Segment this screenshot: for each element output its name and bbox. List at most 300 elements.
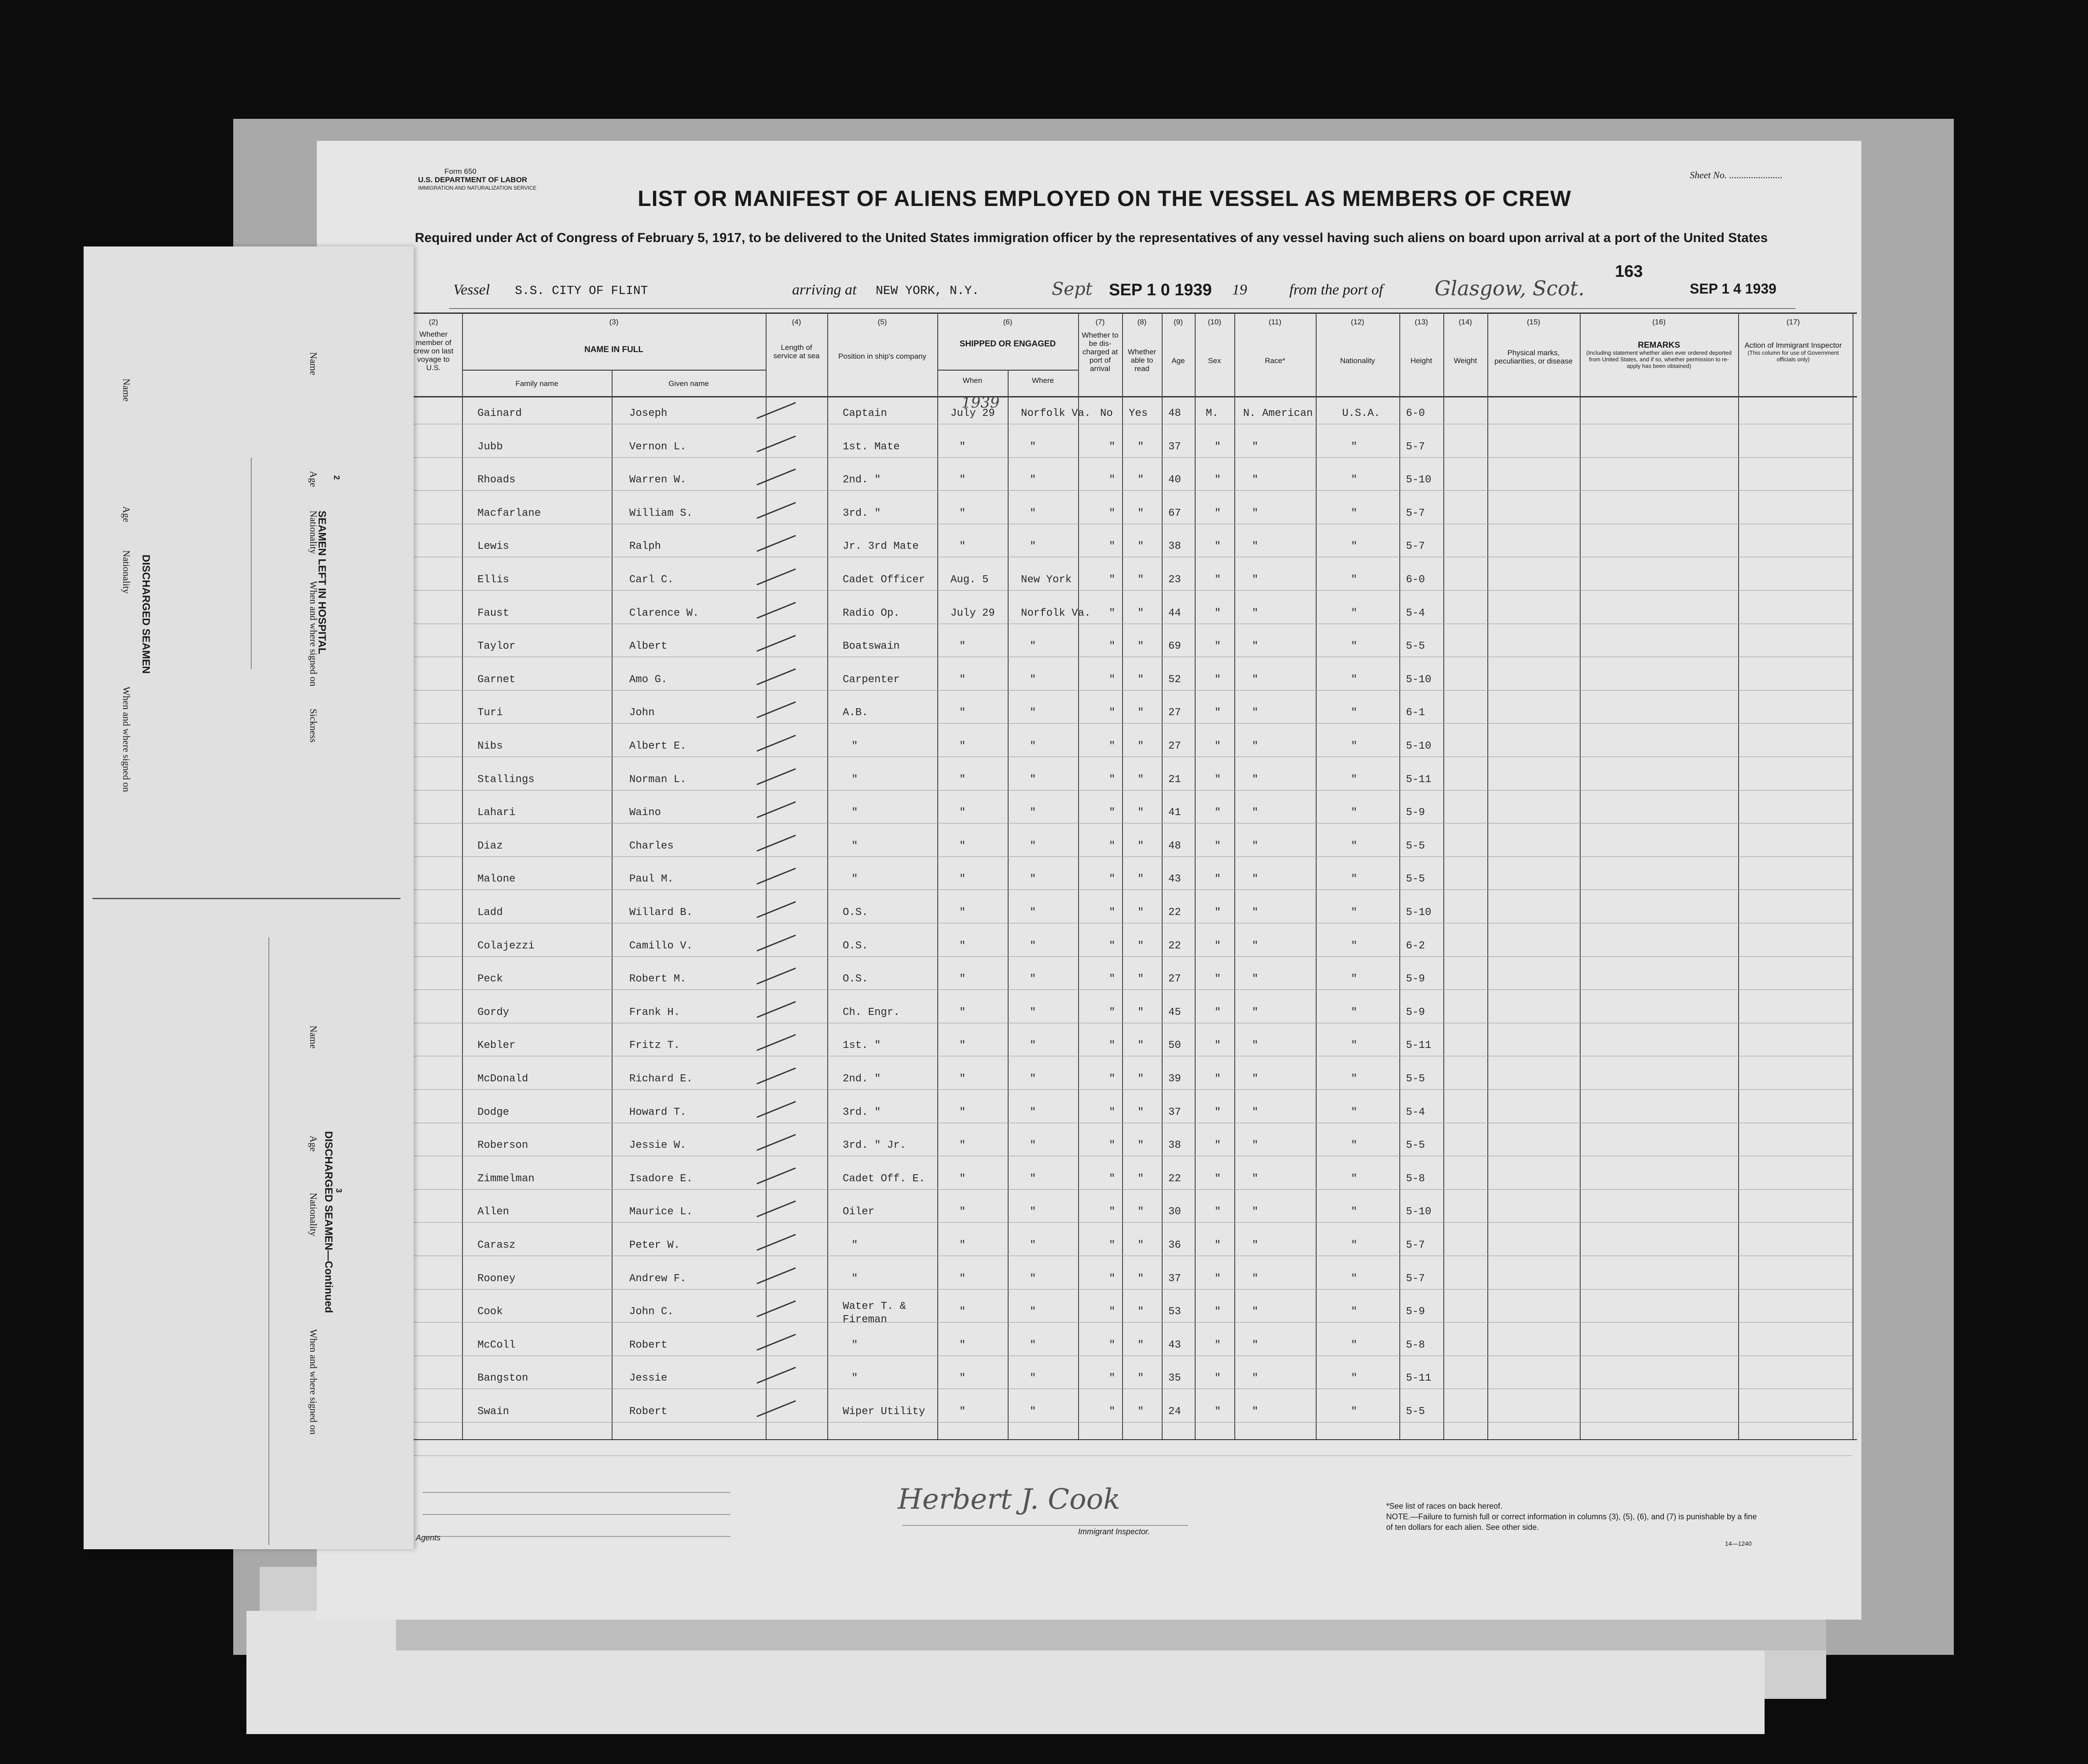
discharged-cell: " [1109, 1273, 1116, 1285]
age-cell: 35 [1168, 1372, 1181, 1384]
discharged-cell: " [1109, 1007, 1116, 1018]
nationality-cell: " [1351, 474, 1358, 486]
sex-cell: " [1215, 807, 1221, 819]
nationality-cell: " [1351, 740, 1358, 752]
age-cell: 27 [1168, 973, 1181, 985]
age-cell: 48 [1168, 408, 1181, 419]
col14-num: (14) [1458, 318, 1472, 326]
position-cell: " [851, 840, 858, 852]
row-rule [405, 490, 1853, 491]
able-to-read-cell: " [1138, 840, 1144, 852]
race-cell: " [1252, 840, 1259, 852]
shipped-where-cell: " [1030, 474, 1036, 486]
height-cell: 5-10 [1406, 740, 1431, 752]
race-cell: " [1252, 507, 1259, 519]
able-to-read-cell: " [1138, 1106, 1144, 1118]
stub-nationality-label-3: Nationality [308, 1193, 319, 1236]
agents-line-2 [422, 1514, 730, 1515]
family-name-cell: Kebler [477, 1040, 516, 1051]
col6-header: SHIPPED OR ENGAGED [959, 339, 1056, 349]
arrival-date-handwritten: Sept [1052, 279, 1093, 299]
position-cell: 2nd. " [843, 474, 881, 486]
shipped-where-cell: " [1030, 1306, 1036, 1318]
able-to-read-cell: " [1138, 707, 1144, 719]
nationality-cell: " [1351, 1040, 1358, 1051]
col8-header: Whether able to read [1127, 348, 1156, 373]
discharged-cell: " [1109, 1206, 1116, 1218]
nationality-cell: " [1351, 707, 1358, 719]
height-cell: 5-7 [1406, 507, 1425, 519]
able-to-read-cell: " [1138, 441, 1144, 453]
shipped-where-cell: " [1030, 973, 1036, 985]
row-rule [405, 989, 1853, 990]
position-cell: " [851, 1239, 858, 1251]
sheet-no-label: Sheet No. ...................... [1690, 169, 1783, 180]
discharged-cell: " [1109, 940, 1116, 952]
row-rule [405, 956, 1853, 957]
col8-num: (8) [1137, 318, 1147, 326]
height-cell: 6-1 [1406, 707, 1425, 719]
discharged-cell: " [1109, 1406, 1116, 1418]
shipped-where-cell: " [1030, 873, 1036, 885]
able-to-read-cell: " [1138, 1007, 1144, 1018]
age-cell: 50 [1168, 1040, 1181, 1051]
family-name-cell: Nibs [477, 740, 503, 752]
position-cell: " [851, 774, 858, 786]
age-cell: 67 [1168, 507, 1181, 519]
name-split-rule [462, 370, 766, 371]
shipped-where-cell: " [1030, 540, 1036, 552]
shipped-where-cell: " [1030, 807, 1036, 819]
given-name-cell: Robert [629, 1406, 668, 1418]
able-to-read-cell: " [1138, 740, 1144, 752]
able-to-read-cell: " [1138, 640, 1144, 652]
sex-cell: " [1215, 1173, 1221, 1185]
col17-note: (This column for use of Government officials only) [1747, 349, 1839, 363]
race-cell: " [1252, 1173, 1259, 1185]
height-cell: 5-10 [1406, 1206, 1431, 1218]
height-cell: 5-5 [1406, 840, 1425, 852]
inspector-signature: Herbert J. Cook [898, 1483, 1120, 1516]
height-cell: 5-5 [1406, 1406, 1425, 1418]
shipped-when-cell: " [959, 1239, 966, 1251]
stub-name-label: Name [121, 379, 132, 402]
shipped-when-cell: " [959, 1139, 966, 1151]
height-cell: 5-9 [1406, 1007, 1425, 1018]
age-cell: 38 [1168, 1139, 1181, 1151]
col15-header: Physical marks, peculiarities, or disease [1494, 349, 1573, 365]
col11-header: Race* [1265, 356, 1285, 365]
height-cell: 5-4 [1406, 1106, 1425, 1118]
shipped-when-cell: " [959, 807, 966, 819]
col13-header: Height [1410, 356, 1432, 365]
given-name-cell: Albert [629, 640, 668, 652]
family-name-cell: Turi [477, 707, 503, 719]
race-cell: " [1252, 1007, 1259, 1018]
discharged-cell: " [1109, 707, 1116, 719]
age-cell: 36 [1168, 1239, 1181, 1251]
nationality-cell: " [1351, 1173, 1358, 1185]
sex-cell: " [1215, 1273, 1221, 1285]
position-cell: " [851, 740, 858, 752]
nationality-cell: " [1351, 674, 1358, 686]
sex-cell: " [1215, 707, 1221, 719]
shipped-where-cell: " [1030, 1206, 1036, 1218]
shipped-when-cell: " [959, 973, 966, 985]
sex-cell: " [1215, 1040, 1221, 1051]
sex-cell: " [1215, 1406, 1221, 1418]
shipped-where-cell: " [1030, 507, 1036, 519]
stub-nationality-label-2: Nationality [308, 511, 319, 554]
sex-cell: " [1215, 973, 1221, 985]
discharged-cell: " [1109, 740, 1116, 752]
shipped-where-cell: New York [1021, 574, 1072, 586]
form-header [418, 167, 536, 192]
nationality-cell: " [1351, 973, 1358, 985]
position-cell: Boatswain [843, 640, 900, 652]
able-to-read-cell: " [1138, 574, 1144, 586]
race-cell: " [1252, 1239, 1259, 1251]
row-rule [405, 1189, 1853, 1190]
height-cell: 5-10 [1406, 474, 1431, 486]
given-name-cell: Howard T. [629, 1106, 686, 1118]
position-cell: Radio Op. [843, 607, 900, 619]
given-name-cell: Jessie W. [629, 1139, 686, 1151]
agents-line-3 [422, 1536, 730, 1537]
col7-num: (7) [1095, 318, 1105, 326]
position-cell: " [851, 1339, 858, 1351]
given-name-cell: John [629, 707, 655, 719]
age-cell: 48 [1168, 840, 1181, 852]
race-cell: " [1252, 1106, 1259, 1118]
able-to-read-cell: " [1138, 540, 1144, 552]
nationality-cell: " [1351, 1206, 1358, 1218]
shipped-when-cell: " [959, 940, 966, 952]
age-cell: 40 [1168, 474, 1181, 486]
vessel-underline [449, 308, 1795, 309]
family-name-cell: Taylor [477, 640, 516, 652]
row-rule [405, 1322, 1853, 1323]
age-cell: 41 [1168, 807, 1181, 819]
height-cell: 6-0 [1406, 574, 1425, 586]
family-name-cell: Allen [477, 1206, 510, 1218]
race-cell: " [1252, 940, 1259, 952]
race-cell: " [1252, 1339, 1259, 1351]
sex-cell: " [1215, 1139, 1221, 1151]
sex-cell: M. [1206, 408, 1218, 419]
col4-header: Length of service at sea [773, 343, 820, 360]
given-name-cell: Willard B. [629, 907, 693, 919]
receipt-stamp: SEP 1 4 1939 [1690, 281, 1776, 297]
age-cell: 43 [1168, 1339, 1181, 1351]
position-cell: Carpenter [843, 674, 900, 686]
sex-cell: " [1215, 1239, 1221, 1251]
agents-label: Agents [416, 1533, 441, 1542]
column-rule [1162, 312, 1163, 1439]
shipped-when-cell: " [959, 507, 966, 519]
col2-num: (2) [429, 318, 438, 326]
shipped-when-cell: " [959, 474, 966, 486]
col3-header: NAME IN FULL [584, 345, 644, 354]
able-to-read-cell: Yes [1129, 408, 1148, 419]
race-cell: " [1252, 1372, 1259, 1384]
sex-cell: " [1215, 740, 1221, 752]
form-service: IMMIGRATION AND NATURALIZATION SERVICE [418, 185, 537, 191]
given-name-cell: Camillo V. [629, 940, 693, 952]
family-name-cell: Carasz [477, 1239, 516, 1251]
nationality-cell: " [1351, 1306, 1358, 1318]
family-name-cell: McColl [477, 1339, 516, 1351]
position-cell: O.S. [843, 940, 868, 952]
position-cell: " [851, 1372, 858, 1384]
shipped-where-cell: Norfolk Va. [1021, 607, 1091, 619]
table-header-rule [405, 396, 1857, 397]
sex-cell: " [1215, 940, 1221, 952]
col9-header: Age [1171, 356, 1185, 365]
discharged-cell: " [1109, 540, 1116, 552]
height-cell: 5-9 [1406, 973, 1425, 985]
shipped-when-cell: " [959, 540, 966, 552]
given-name-cell: Waino [629, 807, 661, 819]
row-rule [405, 889, 1853, 890]
col17-header: Action of Immigrant Inspector (This column for use of Government officials only) [1740, 341, 1846, 363]
position-cell: " [851, 1273, 858, 1285]
shipped-when-cell: " [959, 1106, 966, 1118]
race-cell: " [1252, 540, 1259, 552]
col13-num: (13) [1414, 318, 1428, 326]
column-rule [1234, 312, 1235, 1439]
age-cell: 30 [1168, 1206, 1181, 1218]
age-cell: 44 [1168, 607, 1181, 619]
race-cell: " [1252, 807, 1259, 819]
nationality-cell: " [1351, 607, 1358, 619]
family-name-cell: Garnet [477, 674, 516, 686]
column-rule [1487, 312, 1488, 1439]
height-cell: 5-4 [1406, 607, 1425, 619]
age-cell: 37 [1168, 441, 1181, 453]
race-cell: " [1252, 1206, 1259, 1218]
family-name-cell: Faust [477, 607, 510, 619]
sex-cell: " [1215, 873, 1221, 885]
family-name-cell: Swain [477, 1406, 510, 1418]
vessel-name: S.S. CITY OF FLINT [515, 284, 648, 298]
discharged-cell: " [1109, 1040, 1116, 1051]
shipped-where-cell: " [1030, 707, 1036, 719]
race-cell: " [1252, 674, 1259, 686]
shipped-when-cell: Aug. 5 [950, 574, 989, 586]
stub-section2-num: 2 [332, 475, 341, 480]
form-number: Form 650 [444, 167, 477, 176]
col5-header: Position in ship's company [838, 352, 926, 360]
family-name-cell: Lewis [477, 540, 510, 552]
height-cell: 5-7 [1406, 1239, 1425, 1251]
sex-cell: " [1215, 441, 1221, 453]
height-cell: 5-9 [1406, 807, 1425, 819]
shipped-when-cell: July 29 [950, 408, 995, 419]
race-cell: " [1252, 873, 1259, 885]
col4-num: (4) [792, 318, 801, 326]
shipped-where-cell: " [1030, 1406, 1036, 1418]
race-cell: " [1252, 740, 1259, 752]
stub-when-where-label-3: When and where signed on [308, 1329, 319, 1435]
able-to-read-cell: " [1138, 973, 1144, 985]
position-cell: O.S. [843, 973, 868, 985]
stub-nationality-label: Nationality [121, 550, 132, 594]
discharged-cell: " [1109, 873, 1116, 885]
from-port: Glasgow, Scot. [1435, 276, 1585, 300]
discharged-cell: " [1109, 1073, 1116, 1085]
family-name-cell: Roberson [477, 1139, 528, 1151]
row-rule [405, 856, 1853, 857]
given-name-cell: Richard E. [629, 1073, 693, 1085]
age-cell: 52 [1168, 674, 1181, 686]
family-name-cell: Malone [477, 873, 516, 885]
age-cell: 22 [1168, 1173, 1181, 1185]
given-name-header: Given name [668, 379, 709, 388]
column-rule [1738, 312, 1739, 1439]
discharged-cell: " [1109, 474, 1116, 486]
height-cell: 5-11 [1406, 1040, 1431, 1051]
column-rule [462, 312, 463, 1439]
page-title: LIST OR MANIFEST OF ALIENS EMPLOYED ON THE VESSEL AS MEMBERS OF CREW [638, 186, 1571, 211]
sex-cell: " [1215, 840, 1221, 852]
family-name-cell: Dodge [477, 1106, 510, 1118]
form-department: U.S. DEPARTMENT OF LABOR [418, 176, 528, 184]
family-name-cell: Cook [477, 1306, 503, 1318]
shipped-when-cell: " [959, 1306, 966, 1318]
shipped-when-cell: " [959, 674, 966, 686]
stub-name-label-3: Name [308, 1025, 319, 1049]
stub-divider [92, 898, 400, 899]
discharged-cell: " [1109, 607, 1116, 619]
age-cell: 37 [1168, 1106, 1181, 1118]
discharged-cell: " [1109, 840, 1116, 852]
shipped-where-cell: " [1030, 1106, 1036, 1118]
sex-cell: " [1215, 574, 1221, 586]
family-name-cell: Zimmelman [477, 1173, 535, 1185]
position-cell: Captain [843, 408, 887, 419]
height-cell: 6-0 [1406, 408, 1425, 419]
discharged-cell: " [1109, 441, 1116, 453]
able-to-read-cell: " [1138, 1273, 1144, 1285]
given-name-cell: Vernon L. [629, 441, 686, 453]
position-cell: Jr. 3rd Mate [843, 540, 919, 552]
stub-sickness-label: Sickness [308, 709, 319, 742]
shipped-when-cell: " [959, 707, 966, 719]
sex-cell: " [1215, 540, 1221, 552]
able-to-read-cell: " [1138, 774, 1144, 786]
able-to-read-cell: " [1138, 907, 1144, 919]
stub-flap [84, 246, 414, 1549]
col16-header: REMARKS (Including statement whether alien ever ordered deported from United States, and if so, whether permission to re-apply has been obtained) [1584, 341, 1734, 369]
able-to-read-cell: " [1138, 1139, 1144, 1151]
agents-line-1 [422, 1492, 730, 1493]
shipped-where-cell: " [1030, 674, 1036, 686]
column-rule [1443, 312, 1444, 1439]
age-cell: 24 [1168, 1406, 1181, 1418]
given-name-cell: John C. [629, 1306, 674, 1318]
shipped-when-cell: " [959, 840, 966, 852]
given-name-cell: Norman L. [629, 774, 686, 786]
height-cell: 5-5 [1406, 1073, 1425, 1085]
discharged-cell: " [1109, 1173, 1116, 1185]
age-cell: 22 [1168, 940, 1181, 952]
able-to-read-cell: " [1138, 674, 1144, 686]
sex-cell: " [1215, 607, 1221, 619]
col10-header: Sex [1208, 356, 1221, 365]
nationality-cell: " [1351, 1372, 1358, 1384]
height-cell: 5-11 [1406, 774, 1431, 786]
shipped-where-cell: " [1030, 1007, 1036, 1018]
family-name-cell: Peck [477, 973, 503, 985]
back-sheet-strip [396, 1620, 1826, 1650]
nationality-cell: " [1351, 1106, 1358, 1118]
row-rule [405, 1455, 1853, 1456]
age-cell: 27 [1168, 707, 1181, 719]
penalty-note: NOTE.—Failure to furnish full or correct information in columns (3), (5), (6), and (7) is punishable by a fine of ten dollars for each alien. See other side. [1386, 1512, 1757, 1532]
position-cell: 1st. " [843, 1040, 881, 1051]
position-cell: Cadet Officer [843, 574, 925, 586]
age-cell: 43 [1168, 873, 1181, 885]
family-name-cell: Ellis [477, 574, 510, 586]
given-name-cell: Amo G. [629, 674, 668, 686]
age-cell: 38 [1168, 540, 1181, 552]
sex-cell: " [1215, 1306, 1221, 1318]
age-cell: 21 [1168, 774, 1181, 786]
height-cell: 6-2 [1406, 940, 1425, 952]
shipped-when-cell: July 29 [950, 607, 995, 619]
position-cell: Cadet Off. E. [843, 1173, 925, 1185]
col16-num: (16) [1652, 318, 1666, 326]
page-subtitle: Required under Act of Congress of February 5, 1917, to be delivered to the United States immigration officer by the representatives of any vessel having such aliens on board upon arrival at a port of the United States [415, 231, 1768, 245]
shipped-when-cell: " [959, 1406, 966, 1418]
age-cell: 69 [1168, 640, 1181, 652]
nationality-cell: " [1351, 807, 1358, 819]
sex-cell: " [1215, 1007, 1221, 1018]
shipped-where-cell: " [1030, 1073, 1036, 1085]
given-name-cell: Maurice L. [629, 1206, 693, 1218]
nationality-cell: " [1351, 873, 1358, 885]
vessel-line [453, 262, 1809, 301]
inspector-line [902, 1525, 1188, 1526]
sex-cell: " [1215, 774, 1221, 786]
stub-inner-rule-2 [268, 937, 269, 1545]
shipped-where-cell: " [1030, 1040, 1036, 1051]
arrival-date-stamp: SEP 1 0 1939 [1109, 281, 1212, 299]
race-cell: " [1252, 574, 1259, 586]
race-cell: " [1252, 907, 1259, 919]
stub-section3-num: 3 [334, 1188, 343, 1193]
column-rule [1008, 370, 1009, 1439]
nationality-cell: " [1351, 1007, 1358, 1018]
height-cell: 5-10 [1406, 674, 1431, 686]
column-rule [612, 370, 613, 1439]
family-name-cell: Gainard [477, 408, 522, 419]
col16-note: (Including statement whether alien ever ordered deported from United States, and if so, whether permission to re-apply has been obtained) [1586, 349, 1732, 369]
position-cell: Oiler [843, 1206, 875, 1218]
nationality-cell: " [1351, 1339, 1358, 1351]
row-rule [405, 723, 1853, 724]
shipped-where-cell: Norfolk Va. [1021, 408, 1091, 419]
given-name-cell: Jessie [629, 1372, 668, 1384]
age-cell: 22 [1168, 907, 1181, 919]
family-name-cell: Colajezzi [477, 940, 535, 952]
sex-cell: " [1215, 640, 1221, 652]
shipped-when-cell: " [959, 441, 966, 453]
sex-cell: " [1215, 674, 1221, 686]
family-name-cell: Bangston [477, 1372, 528, 1384]
nationality-cell: " [1351, 940, 1358, 952]
